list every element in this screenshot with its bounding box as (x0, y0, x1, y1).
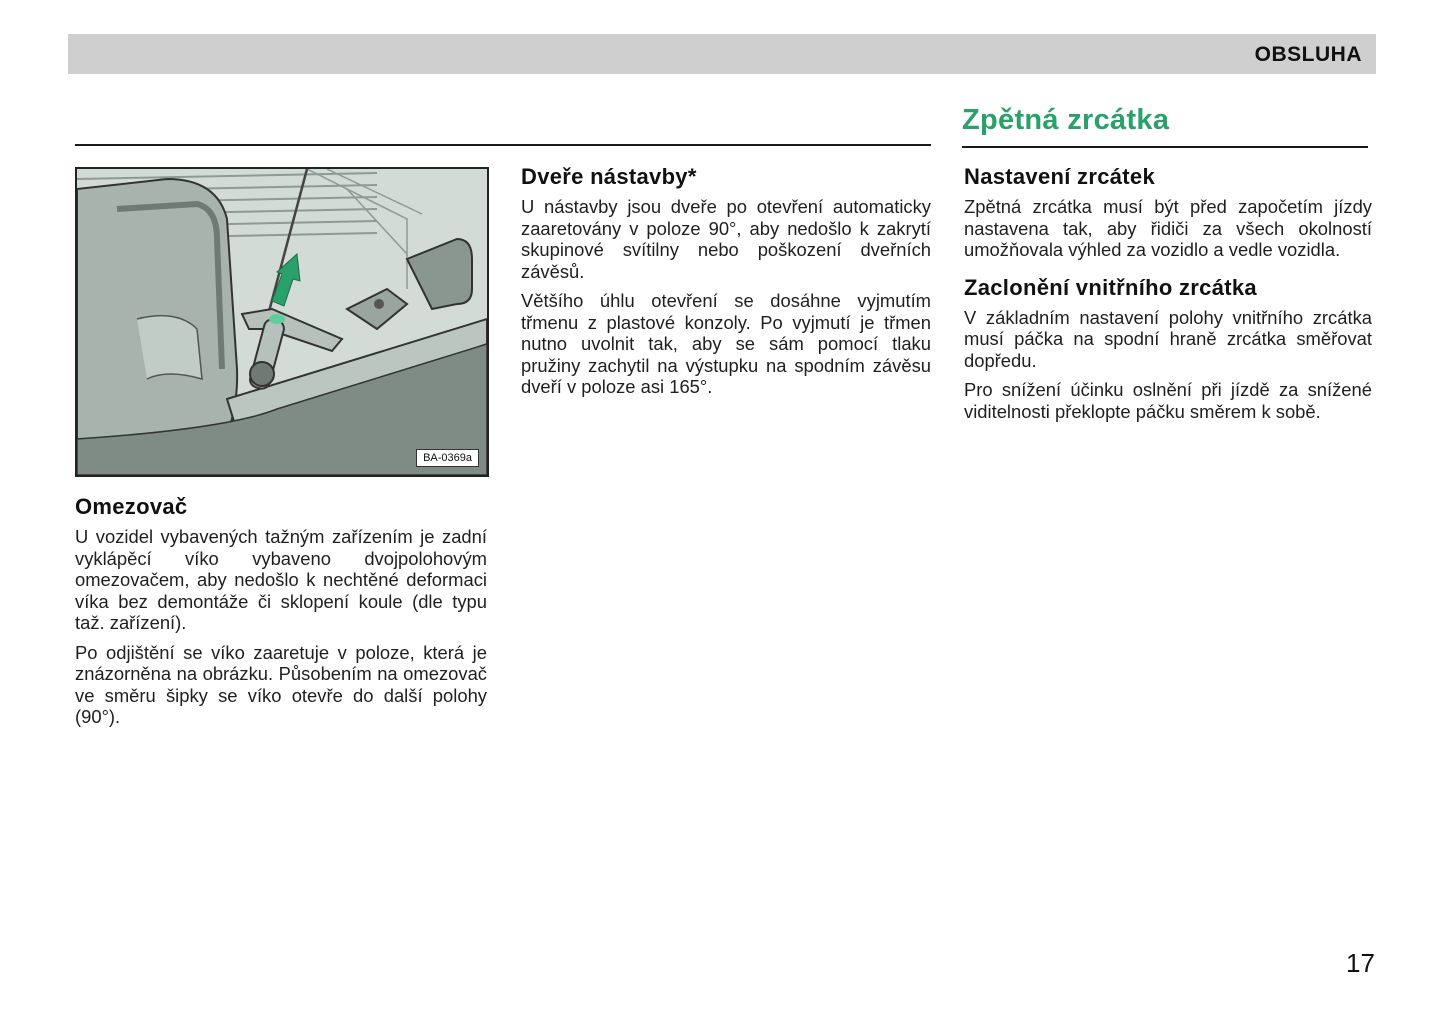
figure-tailgate-limiter (75, 167, 489, 477)
omezovac-heading: Omezovač (75, 494, 188, 519)
right-column (964, 164, 1372, 430)
middle-column (521, 164, 931, 406)
dvere-heading: Dveře nástavby* (521, 164, 697, 189)
dvere-paragraph-2: Většího úhlu otevření se dosáhne vyjmutím třmenu z plastové konzoly. Po vyjmutí je třmen nutno uvolnit tak, aby se sám pomocí tlaku pružiny zachytil na výstupku na spodním závěsu dveří v poloze asi 165°. (521, 290, 931, 397)
page-number: 17 (1346, 948, 1375, 978)
header-title: OBSLUHA (1254, 43, 1362, 66)
nastaveni-paragraph: Zpětná zrcátka musí být před započetím jízdy nastavena tak, aby řidiči za všech okolností umožňovala výhled za vozidlo a vedle vozidla. (964, 196, 1372, 260)
zacloneni-heading: Zaclonění vnitřního zrcátka (964, 274, 1257, 300)
zacloneni-paragraph-1: V základním nastavení polohy vnitřního zrcátka musí páčka na spodní hraně zrcátka směřovat dopředu. (964, 306, 1372, 371)
omezovac-paragraph-1: U vozidel vybavených tažným zařízením je zadní vyklápěcí víko vybaveno dvojpolohovým omezovačem, aby nedošlo k nechtěné deformaci víka bez demontáže či sklopení koule (dle typu taž. zařízení). (75, 526, 487, 633)
section-title: Zpětná zrcátka (962, 104, 1170, 136)
omezovac-paragraph-2: Po odjištění se víko zaaretuje v poloze, která je znázorněna na obrázku. Působením na omezovač ve směru šipky se víko otevře do další polohy (90°). (75, 641, 487, 727)
zacloneni-paragraph-2: Pro snížení účinku oslnění při jízdě za snížené viditelnosti překlopte páčku směrem k sobě. (964, 379, 1372, 422)
left-rule (75, 144, 931, 146)
header-bar (68, 34, 1376, 74)
right-rule (962, 146, 1368, 148)
nastaveni-heading: Nastavení zrcátek (964, 164, 1155, 189)
left-column (75, 494, 487, 736)
figure-label: BA-0369a (416, 449, 479, 467)
tailgate-illustration (77, 169, 487, 475)
dvere-paragraph-1: U nástavby jsou dveře po otevření automaticky zaaretovány v poloze 90°, aby nedošlo k zakrytí skupinové svítilny nebo poškození dveřních závěsů. (521, 196, 931, 282)
